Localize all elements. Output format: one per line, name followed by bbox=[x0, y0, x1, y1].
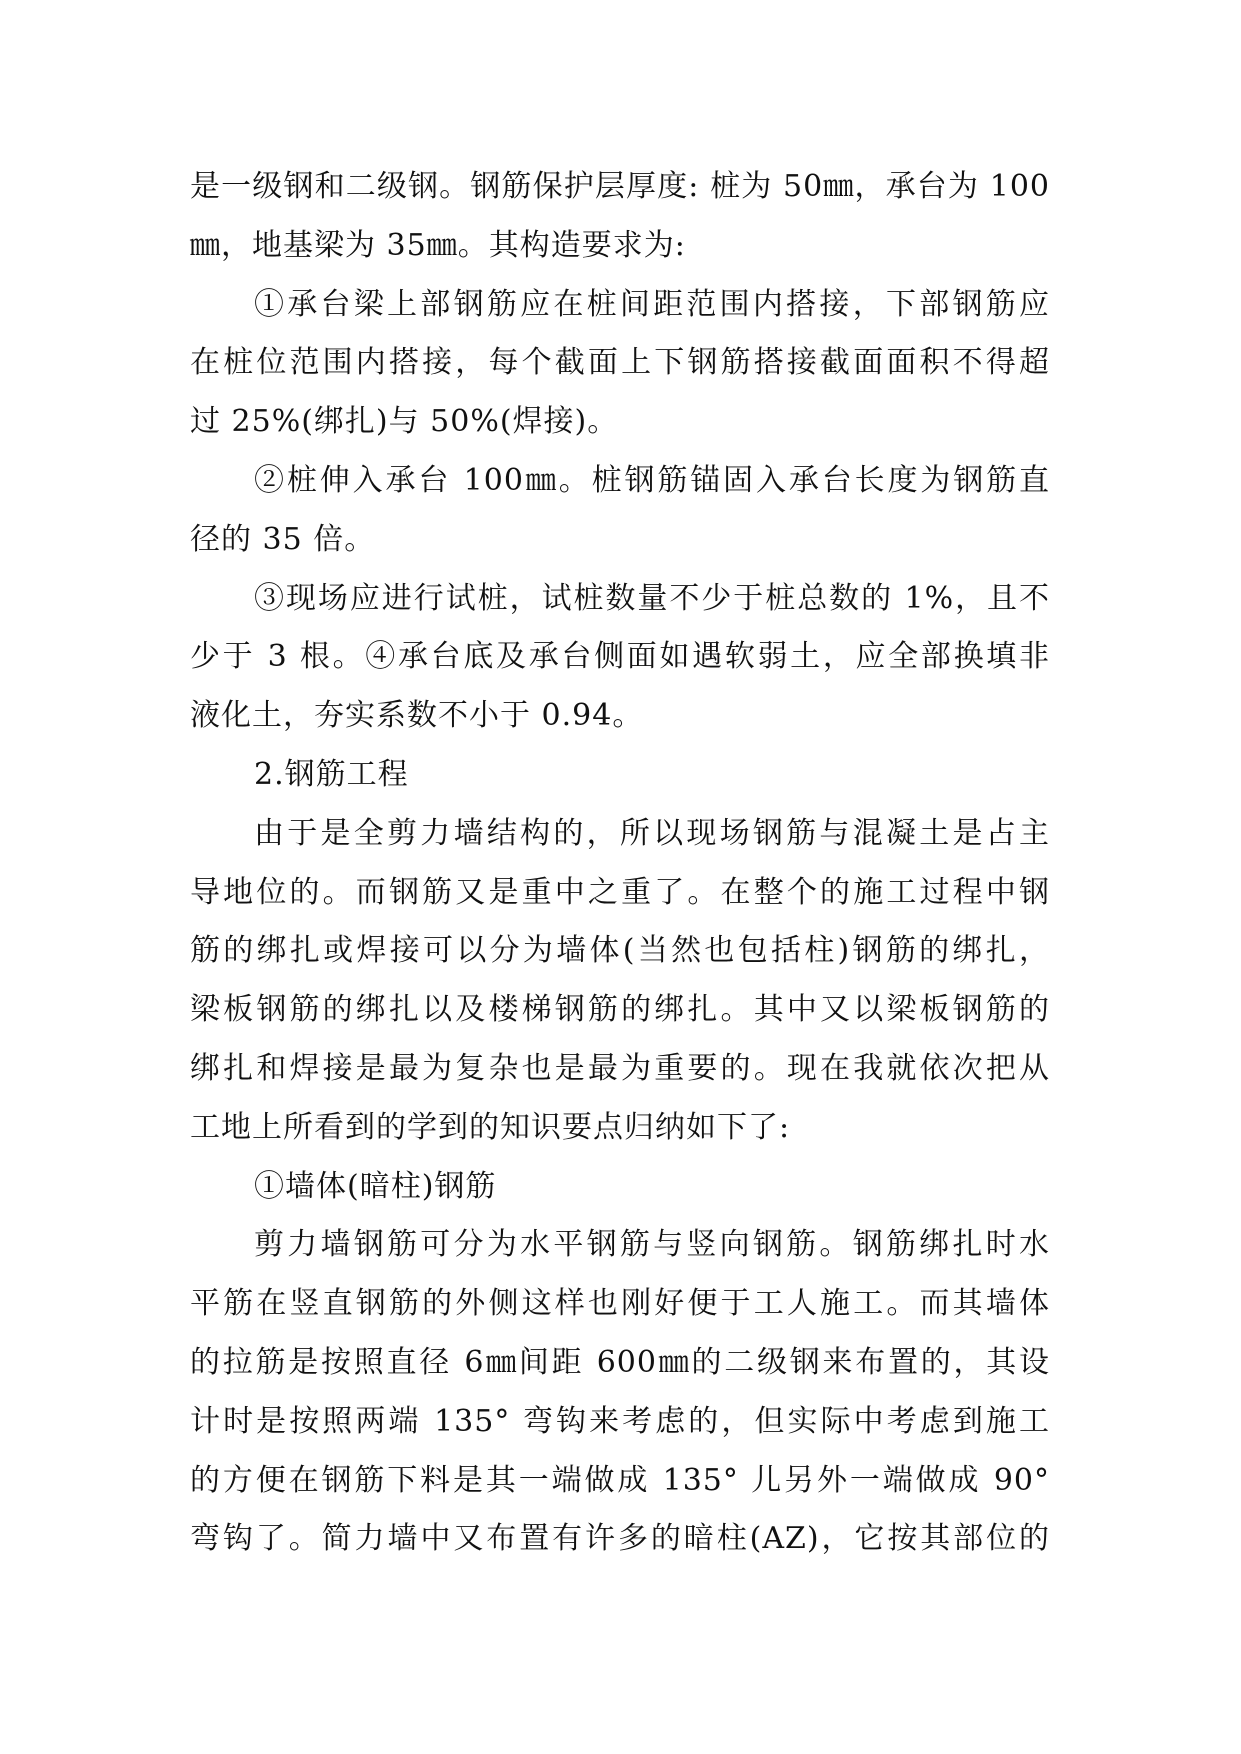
text-line-20: 平筋在竖直钢筋的外侧这样也刚好便于工人施工。而其墙体 bbox=[190, 1286, 1050, 1322]
text-line-2: ㎜，地基梁为 35㎜。其构造要求为: bbox=[190, 227, 686, 263]
text-line-3: ①承台梁上部钢筋应在桩间距范围内搭接，下部钢筋应 bbox=[254, 286, 1050, 322]
text-line-9: 少于 3 根。④承台底及承台侧面如遇软弱土，应全部换填非 bbox=[190, 639, 1050, 675]
text-line-16: 绑扎和焊接是最为复杂也是最为重要的。现在我就依次把从 bbox=[190, 1050, 1050, 1086]
text-line-1: 是一级钢和二级钢。钢筋保护层厚度: 桩为 50㎜，承台为 100 bbox=[190, 169, 1050, 204]
text-line-10: 液化土，夯实系数不小于 0.94。 bbox=[190, 698, 644, 734]
text-line-5: 过 25%(绑扎)与 50%(焊接)。 bbox=[190, 404, 619, 440]
text-line-4: 在桩位范围内搭接，每个截面上下钢筋搭接截面面积不得超 bbox=[190, 345, 1050, 381]
text-line-15: 梁板钢筋的绑扎以及楼梯钢筋的绑扎。其中又以梁板钢筋的 bbox=[190, 992, 1050, 1028]
text-line-19: 剪力墙钢筋可分为水平钢筋与竖向钢筋。钢筋绑扎时水 bbox=[254, 1227, 1050, 1263]
subsection-heading: ①墙体(暗柱)钢筋 bbox=[254, 1168, 497, 1204]
document-page bbox=[190, 158, 1050, 1569]
text-line-21: 的拉筋是按照直径 6㎜间距 600㎜的二级钢来布置的，其设 bbox=[190, 1344, 1050, 1380]
section-heading: 2.钢筋工程 bbox=[254, 756, 409, 792]
text-line-7: 径的 35 倍。 bbox=[190, 521, 376, 557]
text-line-13: 导地位的。而钢筋又是重中之重了。在整个的施工过程中钢 bbox=[190, 874, 1050, 910]
text-line-23: 的方便在钢筋下料是其一端做成 135° 儿另外一端做成 90° bbox=[190, 1462, 1050, 1498]
text-line-12: 由于是全剪力墙结构的，所以现场钢筋与混凝土是占主 bbox=[254, 815, 1050, 851]
text-line-8: ③现场应进行试桩，试桩数量不少于桩总数的 1%，且不 bbox=[254, 580, 1050, 616]
text-line-24: 弯钩了。简力墙中又布置有许多的暗柱(AZ)，它按其部位的 bbox=[190, 1521, 1050, 1557]
text-line-6: ②桩伸入承台 100㎜。桩钢筋锚固入承台长度为钢筋直 bbox=[254, 462, 1050, 498]
text-line-14: 筋的绑扎或焊接可以分为墙体(当然也包括柱)钢筋的绑扎， bbox=[190, 933, 1050, 969]
text-line-17: 工地上所看到的学到的知识要点归纳如下了: bbox=[190, 1109, 791, 1145]
text-line-22: 计时是按照两端 135° 弯钩来考虑的，但实际中考虑到施工 bbox=[190, 1403, 1050, 1439]
